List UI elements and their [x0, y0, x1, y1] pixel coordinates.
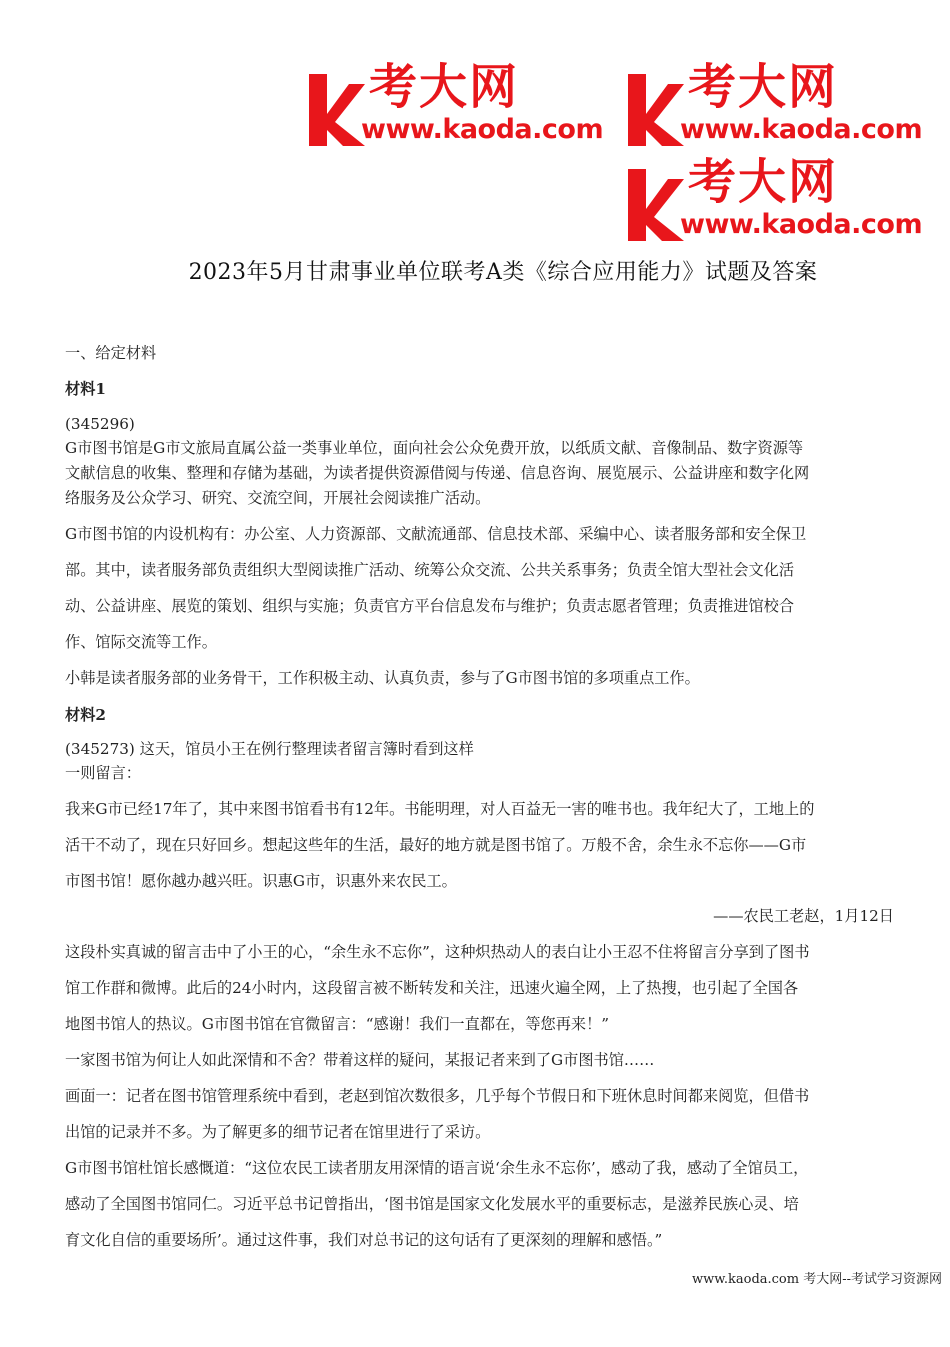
paragraph-line: 地图书馆人的热议。G市图书馆在官微留言：“感谢！我们一直都在，等您再来！” [65, 1015, 610, 1033]
paragraph-line: (345273) 这天，馆员小王在例行整理读者留言簿时看到这样 [65, 740, 474, 758]
paragraph-line: 一家图书馆为何让人如此深情和不舍？带着这样的疑问，某报记者来到了G市图书馆…… [65, 1051, 655, 1069]
message-signature: ——农民工老赵，1月12日 [713, 907, 894, 925]
paragraph-line: 小韩是读者服务部的业务骨干，工作积极主动、认真负责，参与了G市图书馆的多项重点工作。 [65, 669, 700, 687]
material-heading: 材料1 [65, 380, 106, 398]
page-footer: www.kaoda.com 考大网--考试学习资源网 [692, 1272, 942, 1287]
paragraph-line: 活干不动了，现在只好回乡。想起这些年的生活，最好的地方就是图书馆了。万般不舍，余生永不忘你——G市 [65, 836, 807, 854]
paragraph-line: 馆工作群和微博。此后的24小时内，这段留言被不断转发和关注，迅速火遍全网，上了热搜，也引起了全国各 [65, 979, 799, 997]
logo-url-text: www.kaoda.com [680, 209, 923, 240]
paragraph-line: 一则留言： [65, 764, 141, 782]
logo-brand-text: 考大网 [369, 59, 520, 115]
paragraph-line: 画面一：记者在图书馆管理系统中看到，老赵到馆次数很多，几乎每个节假日和下班休息时间都来阅览，但借书 [65, 1087, 810, 1105]
paragraph-line: 这段朴实真诚的留言击中了小王的心，“余生永不忘你”，这种炽热动人的表白让小王忍不住将留言分享到了图书 [65, 943, 810, 961]
k-letter-icon [624, 165, 686, 245]
paragraph-line: 部。其中，读者服务部负责组织大型阅读推广活动、统筹公众交流、公共关系事务；负责全馆大型社会文化活 [65, 561, 794, 579]
paragraph-line: 市图书馆！愿你越办越兴旺。识惠G市，识惠外来农民工。 [65, 872, 457, 890]
paragraph-line: 出馆的记录并不多。为了解更多的细节记者在馆里进行了采访。 [65, 1123, 491, 1141]
paragraph-line: G市图书馆杜馆长感慨道：“这位农民工读者朋友用深情的语言说‘余生永不忘你’，感动了我，感动了全馆员工， [65, 1159, 809, 1177]
paragraph-line: 动、公益讲座、展览的策划、组织与实施；负责官方平台信息发布与维护；负责志愿者管理；负责推进馆校合 [65, 597, 794, 615]
document-title: 2023年5月甘肃事业单位联考A类《综合应用能力》试题及答案 [188, 260, 818, 285]
paragraph-line: 感动了全国图书馆同仁。习近平总书记曾指出，‘图书馆是国家文化发展水平的重要标志，是滋养民族心灵、培 [65, 1195, 799, 1213]
kaoda-logo [624, 59, 944, 150]
kaoda-logo [624, 154, 944, 245]
paragraph-line: 育文化自信的重要场所’。通过这件事，我们对总书记的这句话有了更深刻的理解和感悟。” [65, 1231, 663, 1249]
material-id: (345296) [65, 415, 135, 433]
k-letter-icon [305, 70, 367, 150]
logo-brand-text: 考大网 [688, 154, 839, 210]
paragraph-line: G市图书馆是G市文旅局直属公益一类事业单位，面向社会公众免费开放，以纸质文献、音像制品、数字资源等 [65, 439, 804, 457]
k-letter-icon [624, 70, 686, 150]
kaoda-logo [305, 59, 625, 150]
logo-url-text: www.kaoda.com [361, 114, 604, 145]
paragraph-line: 作、馆际交流等工作。 [65, 633, 217, 651]
section-heading: 一、给定材料 [65, 344, 157, 362]
logo-brand-text: 考大网 [688, 59, 839, 115]
paragraph-line: 文献信息的收集、整理和存储为基础，为读者提供资源借阅与传递、信息咨询、展览展示、公益讲座和数字化网 [65, 464, 810, 482]
paragraph-line: 我来G市已经17年了，其中来图书馆看书有12年。书能明理，对人百益无一害的唯书也。我年纪大了，工地上的 [65, 800, 815, 818]
paragraph-line: 络服务及公众学习、研究、交流空间，开展社会阅读推广活动。 [65, 489, 491, 507]
logo-url-text: www.kaoda.com [680, 114, 923, 145]
paragraph-line: G市图书馆的内设机构有：办公室、人力资源部、文献流通部、信息技术部、采编中心、读者服务部和安全保卫 [65, 525, 807, 543]
material-heading: 材料2 [65, 706, 106, 724]
